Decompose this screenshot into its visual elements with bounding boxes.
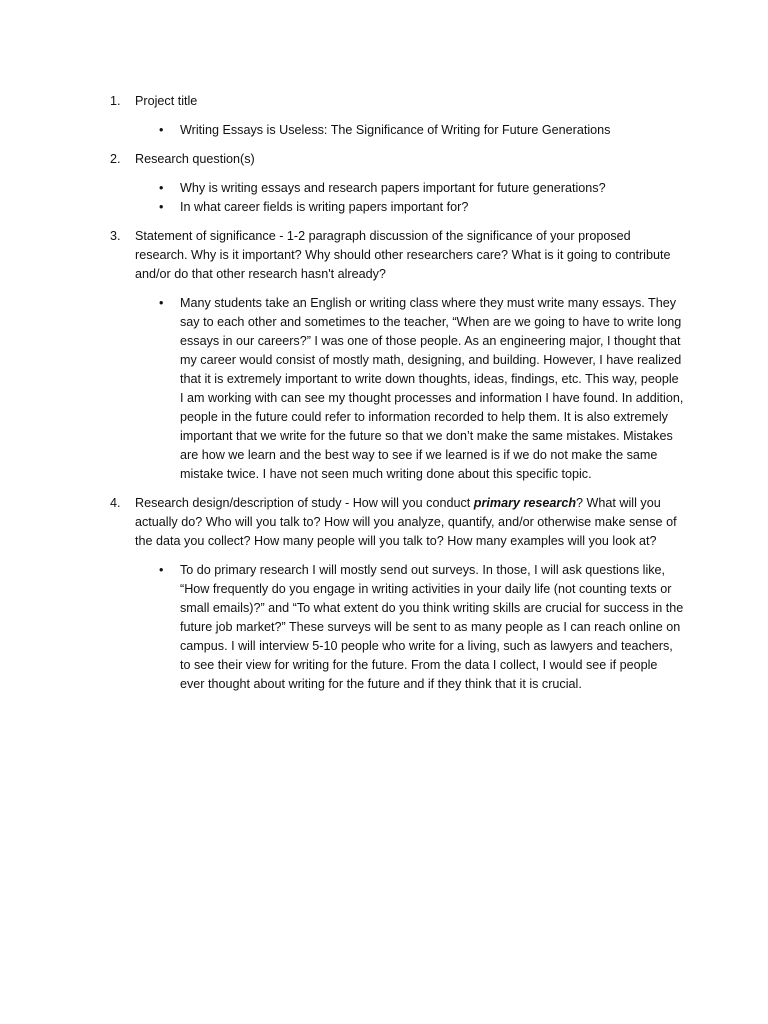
bullet-icon: • xyxy=(159,181,164,195)
item-heading: Statement of significance - 1-2 paragraph discussion of the significance of your proposed research. Why is it important? Why should other researchers care? What is it going to contribute and/or do that other research hasn't already? xyxy=(135,229,671,281)
bullet-list xyxy=(135,294,685,484)
item-heading: Project title xyxy=(135,94,198,108)
list-item-research-design xyxy=(110,494,685,694)
numbered-list xyxy=(110,92,685,694)
heading-text-end: ? What will you actually do? Who will you talk to? How will you analyze, quantify, and/or otherwise make sense of the data you collect? How many people will you talk to? How many examples will you look at? xyxy=(135,496,677,548)
bullet-text: In what career fields is writing papers important for? xyxy=(180,200,469,214)
item-heading: Research question(s) xyxy=(135,152,255,166)
list-item-statement-of-significance xyxy=(110,227,685,484)
bullet-icon: • xyxy=(159,296,164,310)
bullet-item xyxy=(135,179,685,198)
item-number: 1. xyxy=(110,94,121,108)
item-number: 3. xyxy=(110,229,121,243)
bullet-text: Why is writing essays and research papers important for future generations? xyxy=(180,181,606,195)
bullet-icon: • xyxy=(159,123,164,137)
bullet-item xyxy=(135,121,685,140)
item-number: 4. xyxy=(110,496,121,510)
bullet-text: Many students take an English or writing class where they must write many essays. They say to each other and sometimes to the teacher, “When are we going to have to write long essays in our careers?” I was one of those people. As an engineering major, I thought that my career would consist of mostly math, designing, and building. However, I have realized that it is extremely important to write down thoughts, ideas, findings, etc. This way, people I am working with can see my thought processes and information I have found. In addition, people in the future could refer to information recorded to help them. It is also extremely important that we write for the future so that we don’t make the same mistakes. Mistakes are how we learn and the best way to see if we learned is if we do not make the same mistake twice. I have not seen much writing done about this specific topic. xyxy=(180,296,684,481)
list-item-project-title xyxy=(110,92,685,140)
item-heading xyxy=(135,494,685,551)
bullet-item xyxy=(135,198,685,217)
item-number: 2. xyxy=(110,152,121,166)
bullet-text: To do primary research I will mostly send out surveys. In those, I will ask questions like, “How frequently do you engage in writing activities in your daily life (not counting texts or small emails)?” and “To what extent do you think writing skills are crucial for success in the future job market?” These surveys will be sent to as many people as I can reach online on campus. I will interview 5-10 people who write for a living, such as lawyers and teachers, to see their view for writing for the future. From the data I collect, I would see if people ever thought about writing for the future and if they think that it is crucial. xyxy=(180,563,684,691)
bullet-list xyxy=(135,179,685,217)
list-item-research-questions xyxy=(110,150,685,217)
bullet-item xyxy=(135,561,685,694)
bullet-text: Writing Essays is Useless: The Significance of Writing for Future Generations xyxy=(180,123,611,137)
bullet-list xyxy=(135,561,685,694)
emphasis-text: primary research xyxy=(473,496,577,510)
bullet-item xyxy=(135,294,685,484)
bullet-list xyxy=(135,121,685,140)
bullet-icon: • xyxy=(159,200,164,214)
bullet-icon: • xyxy=(159,563,164,577)
heading-text-start: Research design/description of study - How will you conduct xyxy=(135,496,474,510)
